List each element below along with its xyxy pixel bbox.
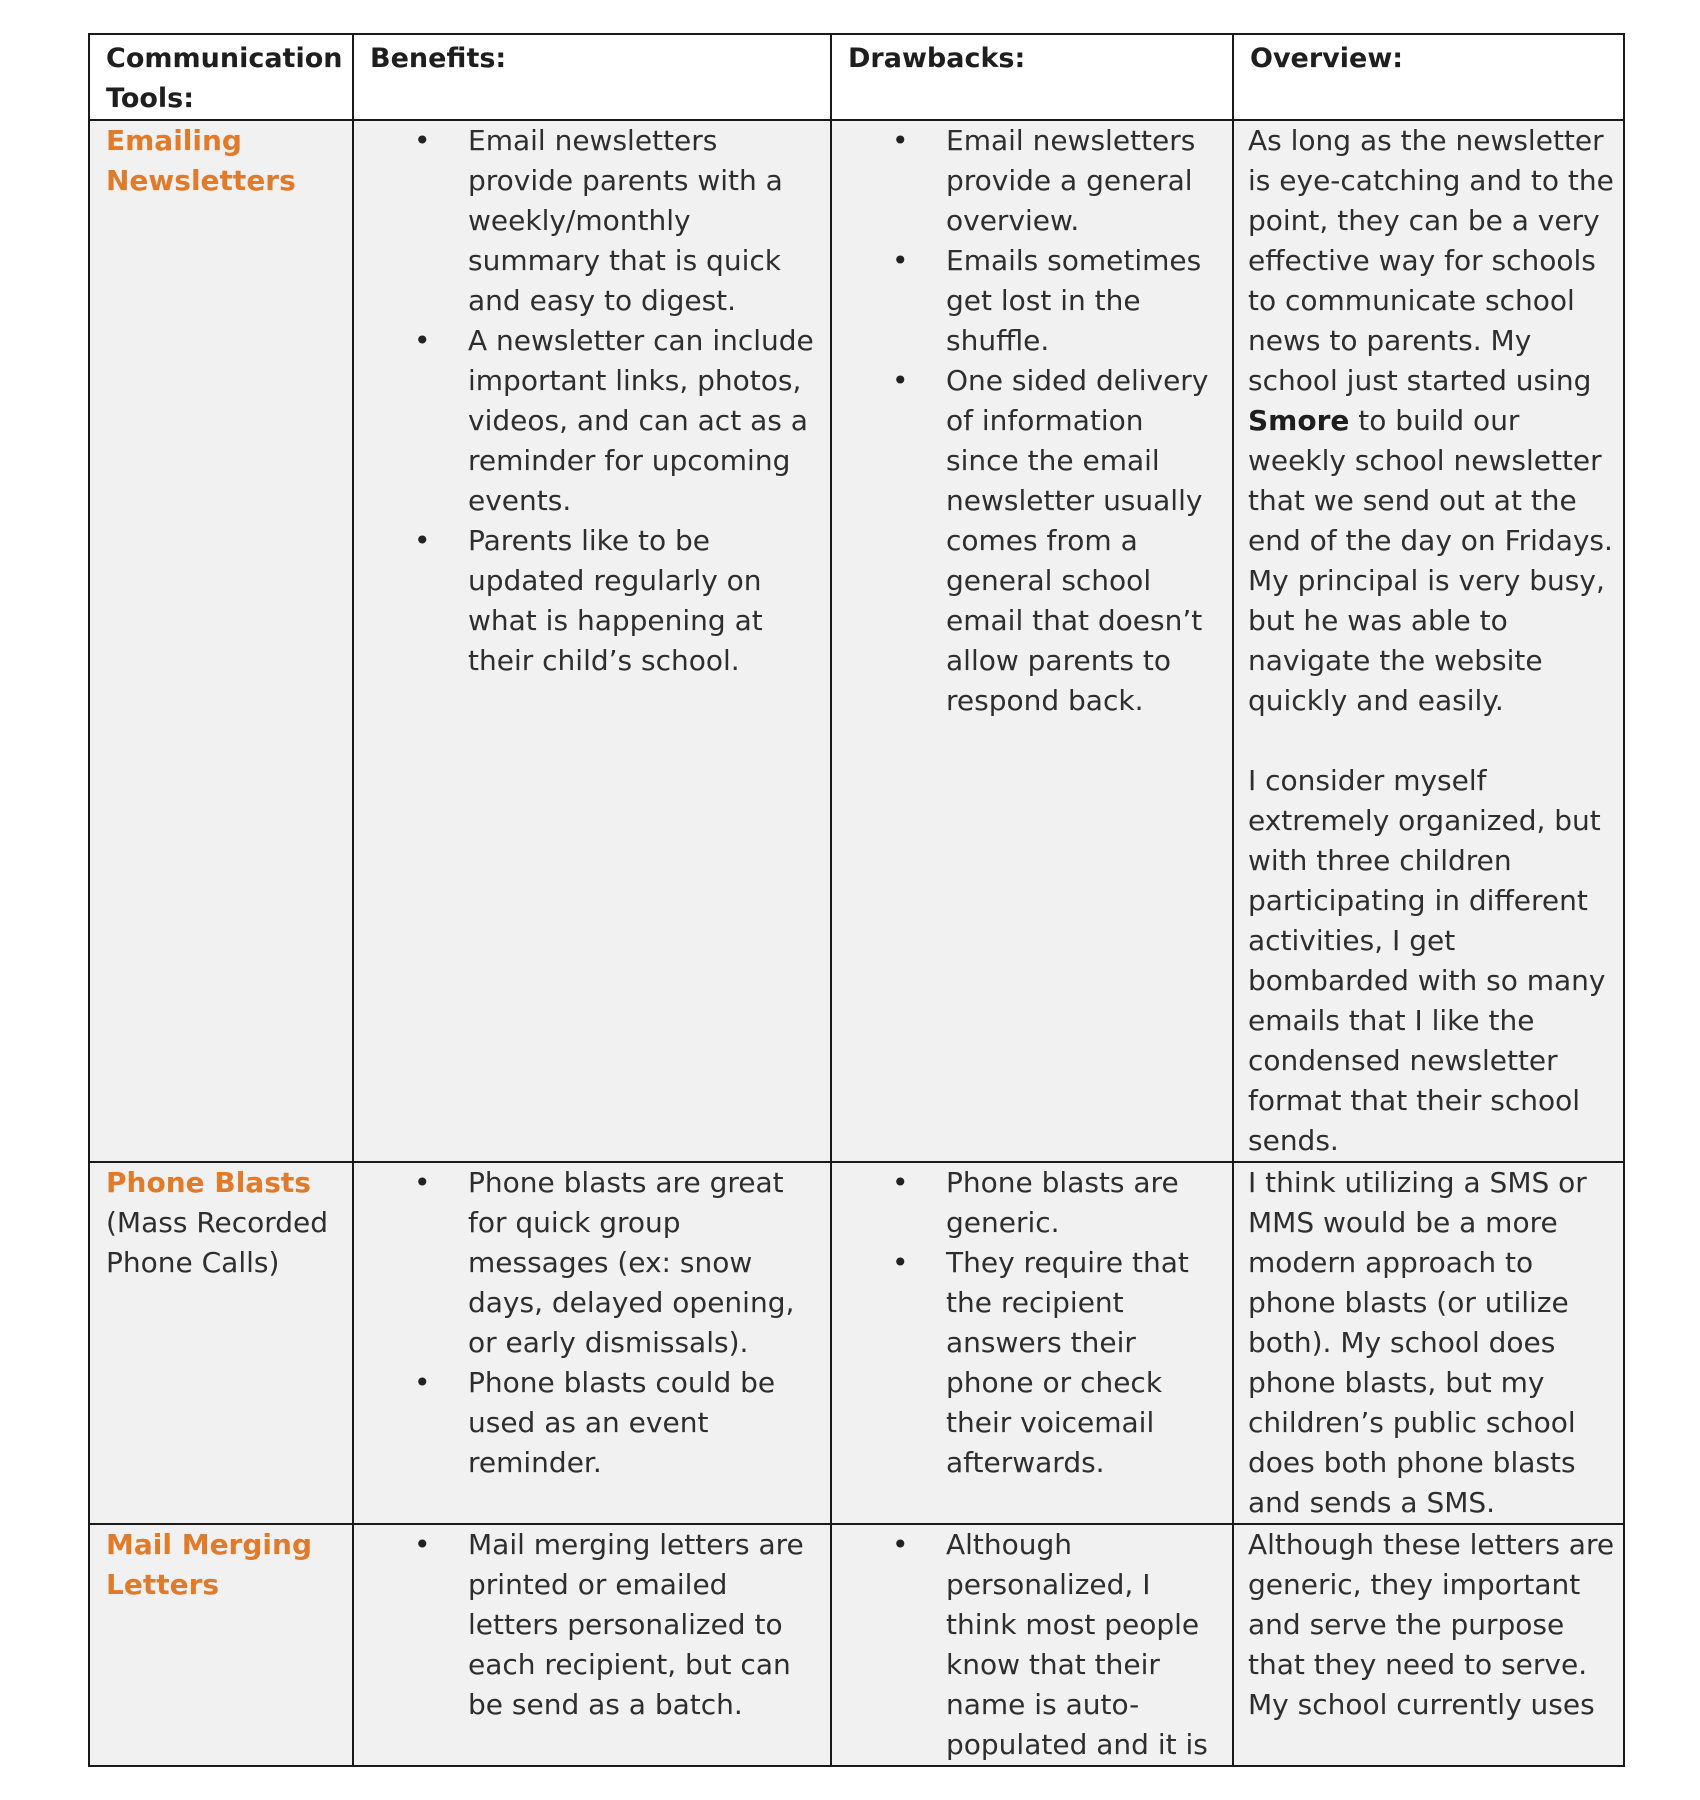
- overview-cell: [1233, 1524, 1624, 1766]
- benefits-cell: [353, 1162, 831, 1524]
- list-item: • Email newsletters provide a general overview.: [946, 121, 1222, 241]
- paragraph-gap: [1248, 721, 1615, 761]
- tool-name: Emailing Newsletters: [106, 124, 296, 197]
- drawbacks-cell: [831, 1162, 1233, 1524]
- communication-tools-table: [88, 33, 1625, 1767]
- table-row: [89, 120, 1624, 1162]
- benefits-cell: [353, 1524, 831, 1766]
- drawbacks-list: [832, 1163, 1222, 1483]
- benefits-list: [354, 121, 820, 681]
- tool-name: Mail Merging Letters: [106, 1528, 312, 1601]
- overview-cell: [1233, 1162, 1624, 1524]
- header-tools: Communication Tools:: [89, 34, 353, 120]
- drawbacks-cell: [831, 120, 1233, 1162]
- header-overview: Overview:: [1233, 34, 1624, 120]
- list-item: • Parents like to be updated regularly on what is happening at their child’s school.: [468, 521, 820, 681]
- list-item: • They require that the recipient answers their phone or check their voicemail afterwards.: [946, 1243, 1222, 1483]
- tool-cell: [89, 1162, 353, 1524]
- overview-text: to build our weekly school newsletter that we send out at the end of the day on Fridays. My principal is very busy, but he was able to navigate the website quickly and easily.: [1248, 404, 1613, 717]
- list-item: • One sided delivery of information since the email newsletter usually comes from a general school email that doesn’t allow parents to respond back.: [946, 361, 1222, 721]
- list-item: • Emails sometimes get lost in the shuffle.: [946, 241, 1222, 361]
- benefits-cell: [353, 120, 831, 1162]
- overview-paragraph: I consider myself extremely organized, but with three children participating in different activities, I get bombarded with so many emails that I like the condensed newsletter format that their school sends.: [1248, 764, 1606, 1157]
- benefits-list: [354, 1525, 820, 1725]
- tool-name: Phone Blasts: [106, 1166, 311, 1199]
- list-item: • Although personalized, I think most people know that their name is auto-populated and it is: [946, 1525, 1222, 1765]
- benefits-list: [354, 1163, 820, 1483]
- smore-keyword: Smore: [1248, 404, 1350, 437]
- overview-paragraph: [1248, 121, 1615, 721]
- drawbacks-list: [832, 121, 1222, 721]
- tool-cell: [89, 120, 353, 1162]
- tool-cell: [89, 1524, 353, 1766]
- list-item: • Phone blasts could be used as an event reminder.: [468, 1363, 820, 1483]
- list-item: • Mail merging letters are printed or emailed letters personalized to each recipient, but can be send as a batch.: [468, 1525, 820, 1725]
- list-item: • Phone blasts are great for quick group messages (ex: snow days, delayed opening, or early dismissals).: [468, 1163, 820, 1363]
- list-item: • A newsletter can include important links, photos, videos, and can act as a reminder for upcoming events.: [468, 321, 820, 521]
- overview-paragraph: Although these letters are generic, they important and serve the purpose that they need to serve. My school currently uses: [1248, 1528, 1615, 1721]
- overview-cell: [1233, 120, 1624, 1162]
- list-item: • Phone blasts are generic.: [946, 1163, 1222, 1243]
- table-row: [89, 1524, 1624, 1766]
- table-row: [89, 1162, 1624, 1524]
- tool-subtitle: (Mass Recorded Phone Calls): [106, 1206, 329, 1279]
- list-item: • Email newsletters provide parents with a weekly/monthly summary that is quick and easy to digest.: [468, 121, 820, 321]
- header-row: [89, 34, 1624, 120]
- header-drawbacks: Drawbacks:: [831, 34, 1233, 120]
- overview-text: As long as the newsletter is eye-catching and to the point, they can be a very effective way for schools to communicate school news to parents. My school just started using: [1248, 124, 1614, 397]
- overview-paragraph: I think utilizing a SMS or MMS would be a more modern approach to phone blasts (or utilize both). My school does phone blasts, but my children’s public school does both phone blasts and sends a SMS.: [1248, 1166, 1587, 1519]
- drawbacks-list: [832, 1525, 1222, 1765]
- drawbacks-cell: [831, 1524, 1233, 1766]
- header-benefits: Benefits:: [353, 34, 831, 120]
